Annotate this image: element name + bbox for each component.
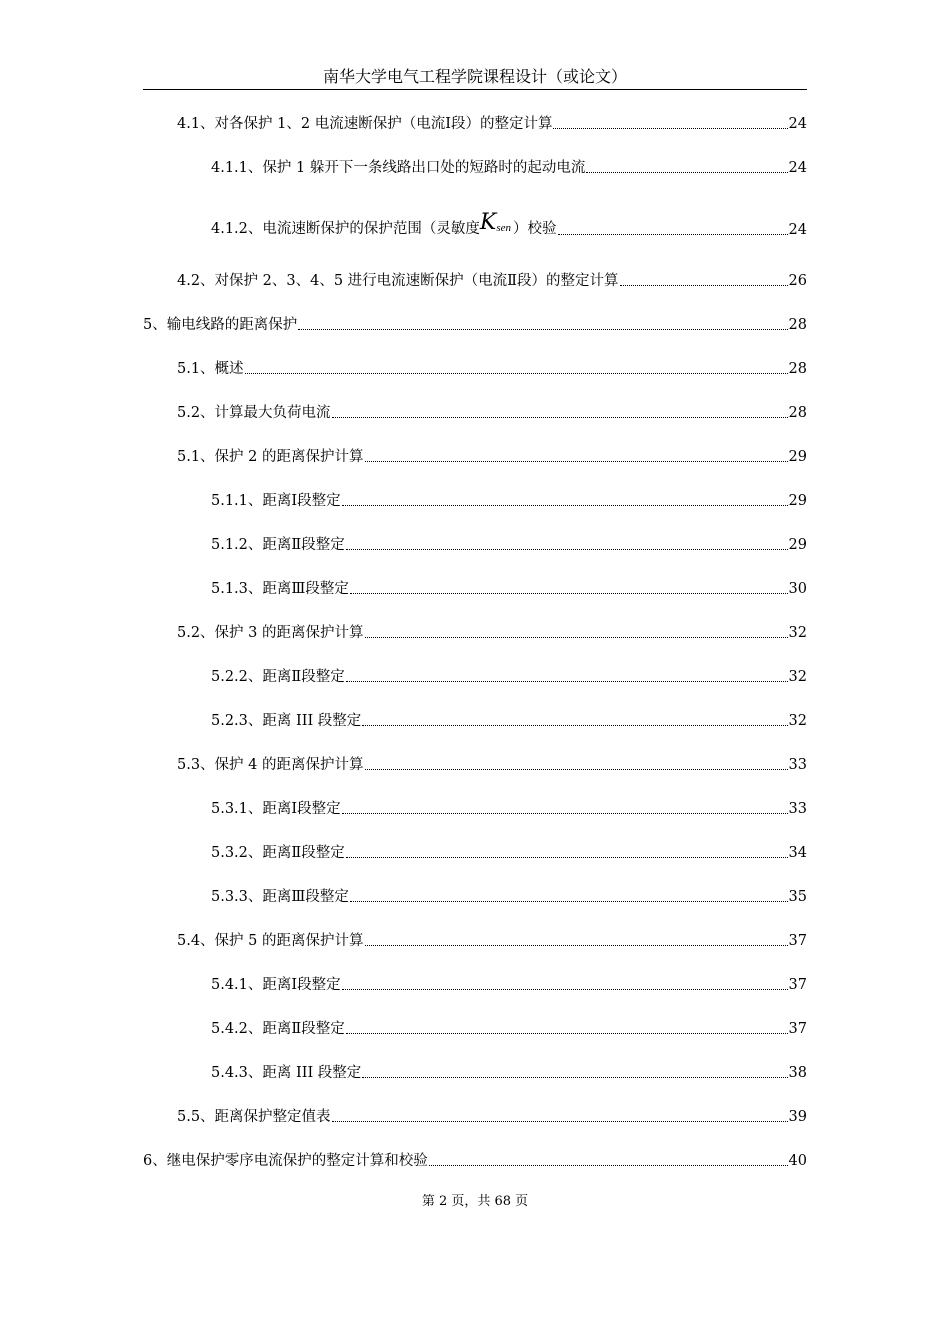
- toc-entry-label: 5.1.2、距离Ⅱ段整定: [211, 537, 345, 553]
- toc-entry-label-post: ）校验: [513, 221, 557, 237]
- toc-entry-label: [211, 210, 557, 240]
- toc-entry[interactable]: [143, 927, 807, 951]
- toc-entry-label: 5.1.3、距离Ⅲ段整定: [211, 581, 349, 597]
- toc-leader-dots: [298, 329, 787, 330]
- toc-entry[interactable]: [143, 883, 807, 907]
- header-divider: [143, 89, 807, 90]
- toc-entry[interactable]: [143, 399, 807, 423]
- toc-entry-label: 5.1、概述: [177, 361, 244, 377]
- toc-entry[interactable]: [143, 619, 807, 643]
- toc-entry[interactable]: [143, 795, 807, 819]
- toc-entry[interactable]: [143, 267, 807, 291]
- toc-entry-label: 5.4.1、距离Ⅰ段整定: [211, 977, 341, 993]
- toc-entry[interactable]: [143, 839, 807, 863]
- toc-entry-page: 28: [788, 405, 807, 421]
- toc-entry-page: 37: [788, 933, 807, 949]
- toc-entry-label: 5.1、保护 2 的距离保护计算: [177, 449, 364, 465]
- toc-entry-page: 24: [788, 222, 807, 238]
- toc-entry-label: 5.3、保护 4 的距离保护计算: [177, 757, 364, 773]
- toc-entry-page: 28: [788, 317, 807, 333]
- toc-entry[interactable]: [143, 311, 807, 335]
- toc-leader-dots: [350, 593, 788, 594]
- toc-entry[interactable]: [143, 663, 807, 687]
- toc-entry-page: 29: [788, 493, 807, 509]
- toc-leader-dots: [429, 1165, 788, 1166]
- toc-entry[interactable]: [143, 1103, 807, 1127]
- toc-entry[interactable]: [143, 110, 807, 134]
- toc-entry[interactable]: [143, 443, 807, 467]
- toc-entry-label: 5.2、计算最大负荷电流: [177, 405, 331, 421]
- toc-entry-label: 5、输电线路的距离保护: [143, 317, 298, 333]
- toc-entry-label: 5.1.1、距离Ⅰ段整定: [211, 493, 341, 509]
- toc-entry-page: 24: [788, 116, 807, 132]
- toc-entry-label: 5.2、保护 3 的距离保护计算: [177, 625, 364, 641]
- toc-entry-page: 30: [788, 581, 807, 597]
- toc-entry-page: 29: [788, 537, 807, 553]
- toc-entry[interactable]: [143, 487, 807, 511]
- toc-entry-page: 32: [788, 669, 807, 685]
- toc-leader-dots: [365, 637, 788, 638]
- toc-leader-dots: [346, 1033, 788, 1034]
- toc-entry-label: 4.1.1、保护 1 躲开下一条线路出口处的短路时的起动电流: [211, 160, 586, 176]
- toc-leader-dots: [332, 1121, 788, 1122]
- toc-leader-dots: [365, 945, 788, 946]
- toc-leader-dots: [553, 128, 787, 129]
- page-footer-number: 第 2 页，共 68 页: [421, 1194, 529, 1209]
- toc-leader-dots: [245, 373, 788, 374]
- page-header-title: 南华大学电气工程学院课程设计（或论文）: [322, 67, 627, 86]
- toc-entry[interactable]: [143, 751, 807, 775]
- toc-leader-dots: [342, 813, 788, 814]
- toc-entry-page: 28: [788, 361, 807, 377]
- toc-entry-page: 40: [788, 1153, 807, 1169]
- toc-entry-page: 24: [788, 160, 807, 176]
- toc-entry[interactable]: [143, 1059, 807, 1083]
- toc-entry-label: 6、继电保护零序电流保护的整定计算和校验: [143, 1153, 428, 1169]
- toc-entry[interactable]: [143, 154, 807, 178]
- toc-leader-dots: [365, 461, 788, 462]
- toc-leader-dots: [342, 505, 788, 506]
- toc-leader-dots: [362, 725, 787, 726]
- sensitivity-symbol: K: [479, 210, 497, 235]
- toc-entry-label: 5.4.3、距离 III 段整定: [211, 1065, 362, 1081]
- toc-entry-label: 5.3.2、距离Ⅱ段整定: [211, 845, 345, 861]
- toc-entry[interactable]: [143, 1015, 807, 1039]
- toc-entry-label: 4.2、对保护 2、3、4、5 进行电流速断保护（电流Ⅱ段）的整定计算: [177, 273, 619, 289]
- toc-leader-dots: [558, 234, 788, 235]
- toc-entry-page: 33: [788, 757, 807, 773]
- toc-entry[interactable]: [143, 210, 807, 240]
- toc-entry-page: 37: [788, 1021, 807, 1037]
- toc-entry-page: 32: [788, 713, 807, 729]
- toc-leader-dots: [620, 285, 788, 286]
- toc-entry-page: 33: [788, 801, 807, 817]
- toc-entry-label-pre: 4.1.2、电流速断保护的保护范围（灵敏度: [211, 221, 480, 237]
- toc-entry-page: 37: [788, 977, 807, 993]
- toc-entry-page: 32: [788, 625, 807, 641]
- toc-entry-label: 5.3.3、距离Ⅲ段整定: [211, 889, 349, 905]
- toc-entry[interactable]: [143, 1147, 807, 1171]
- toc-leader-dots: [346, 549, 788, 550]
- toc-entry-page: 34: [788, 845, 807, 861]
- toc-entry-label: 5.2.3、距离 III 段整定: [211, 713, 362, 729]
- toc-entry-label: 5.4、保护 5 的距离保护计算: [177, 933, 364, 949]
- toc-leader-dots: [350, 901, 788, 902]
- toc-entry-label: 5.4.2、距离Ⅱ段整定: [211, 1021, 345, 1037]
- toc-entry-page: 38: [788, 1065, 807, 1081]
- toc-entry-label: 5.5、距离保护整定值表: [177, 1109, 331, 1125]
- toc-entry-label: 4.1、对各保护 1、2 电流速断保护（电流Ⅰ段）的整定计算: [177, 116, 553, 132]
- sensitivity-subscript: sen: [496, 222, 512, 234]
- toc-entry-page: 39: [788, 1109, 807, 1125]
- toc-leader-dots: [362, 1077, 787, 1078]
- toc-leader-dots: [342, 989, 788, 990]
- toc-leader-dots: [346, 681, 788, 682]
- toc-entry-page: 35: [788, 889, 807, 905]
- toc-leader-dots: [365, 769, 788, 770]
- toc-entry-page: 29: [788, 449, 807, 465]
- toc-entry[interactable]: [143, 575, 807, 599]
- toc-entry-label: 5.2.2、距离Ⅱ段整定: [211, 669, 345, 685]
- toc-entry-label: 5.3.1、距离Ⅰ段整定: [211, 801, 341, 817]
- toc-entry-page: 26: [788, 273, 807, 289]
- toc-leader-dots: [332, 417, 788, 418]
- toc-leader-dots: [346, 857, 788, 858]
- toc-entry[interactable]: [143, 355, 807, 379]
- toc-entry[interactable]: [143, 531, 807, 555]
- toc-entry[interactable]: [143, 971, 807, 995]
- toc-leader-dots: [586, 172, 787, 173]
- toc-entry[interactable]: [143, 707, 807, 731]
